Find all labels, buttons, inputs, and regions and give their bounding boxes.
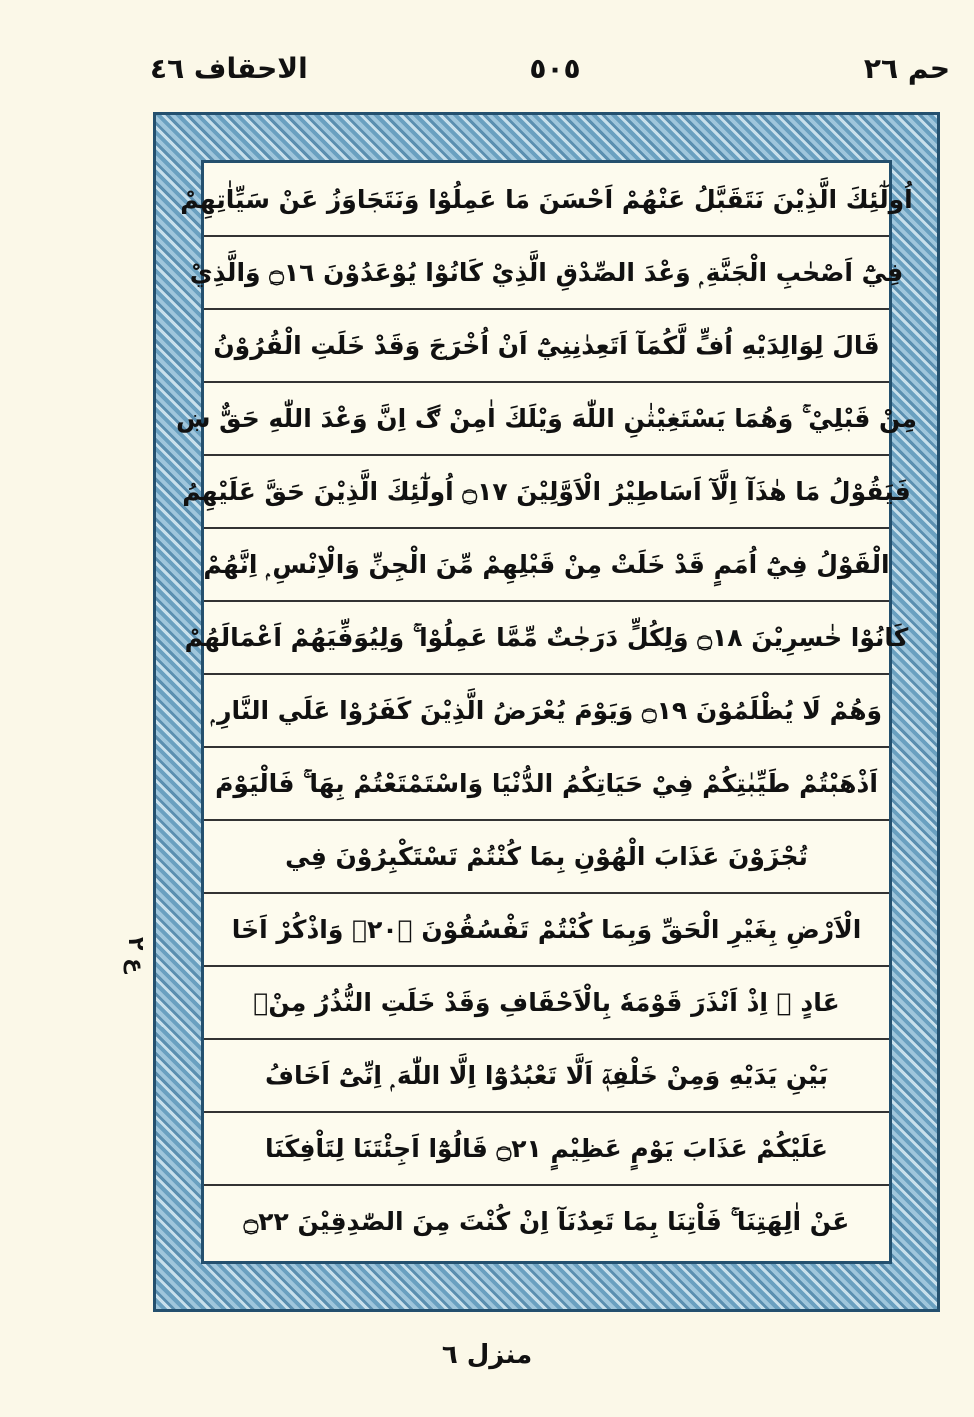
verse-line: فِيْٓ اَصْحٰبِ الْجَنَّةِ ۭ وَعْدَ الصِّدْقِ الَّذِيْ كَانُوْا يُوْعَدُوْنَ ۝١٦ وَالَّذِيْ — [189, 257, 904, 287]
verse-line: بَيْنِ يَدَيْهِ وَمِنْ خَلْفِهٖٓ اَلَّا تَعْبُدُوْٓا اِلَّا اللّٰهَ ۭ اِنِّىْٓ اَخَافُ — [264, 1060, 829, 1090]
verse-line: الْقَوْلُ فِيْٓ اُمَمٍ قَدْ خَلَتْ مِنْ قَبْلِهِمْ مِّنَ الْجِنِّ وَالْاِنْسِ ۭ اِنَّهُمْ — [203, 549, 890, 579]
verse-line: مِنْ قَبْلِيْ ۚ وَهُمَا يَسْتَغِيْثٰنِ اللّٰهَ وَيْلَكَ اٰمِنْ ڰ اِنَّ وَعْدَ اللّٰهِ حَقٌّ ښ — [175, 403, 918, 433]
verse-line: كَانُوْا خٰسِرِيْنَ ۝١٨ وَلِكُلٍّ دَرَجٰتٌ مِّمَّا عَمِلُوْا ۚ وَلِيُوَفِّيَهُمْ اَعْمَالَهُمْ — [184, 622, 909, 652]
page-number: ٥٠٥ — [529, 52, 581, 85]
decorative-border-frame — [153, 112, 940, 1312]
verse-line: قَالَ لِوَالِدَيْهِ اُفٍّ لَّكُمَآ اَتَعِدٰنِنِيْٓ اَنْ اُخْرَجَ وَقَدْ خَلَتِ الْقُرُوْنُ — [213, 331, 880, 360]
verse-line: اَذْهَبْتُمْ طَيِّبٰتِكُمْ فِيْ حَيَاتِكُمُ الدُّنْيَا وَاسْتَمْتَعْتُمْ بِهَا ۚ فَالْيَوْمَ — [215, 768, 878, 798]
verse-line: تُجْزَوْنَ عَذَابَ الْهُوْنِ بِمَا كُنْتُمْ تَسْتَكْبِرُوْنَ فِي — [285, 842, 808, 871]
verse-line: عَادٍ ۭ اِذْ اَنْذَرَ قَوْمَهٗ بِالْاَحْقَافِ وَقَدْ خَلَتِ النُّذُرُ مِنْۢ — [253, 988, 840, 1017]
verse-line: الْاَرْضِ بِغَيْرِ الْحَقِّ وَبِمَا كُنْتُمْ تَفْسُقُوْنَ ۝٢٠ۧ وَاذْكُرْ اَخَا — [231, 915, 862, 944]
manzil-footer: منزل ٦ — [441, 1340, 533, 1370]
surah-name-label: الاحقاف ٤٦ — [150, 52, 308, 85]
verse-line: اُولٰٓئِكَ الَّذِيْنَ نَتَقَبَّلُ عَنْهُمْ اَحْسَنَ مَا عَمِلُوْا وَنَتَجَاوَزُ عَنْ سَيِّاٰتِهِمْ — [180, 185, 913, 214]
page-header — [150, 52, 950, 102]
verse-line: عَلَيْكُمْ عَذَابَ يَوْمٍ عَظِيْمٍ ۝٢١ قَالُوْٓا اَجِئْتَنَا لِتَاْفِكَنَا — [264, 1134, 829, 1163]
verse-lines — [175, 163, 918, 1261]
verse-line: فَيَقُوْلُ مَا هٰذَآ اِلَّآ اَسَاطِيْرُ الْاَوَّلِيْنَ ۝١٧ اُولٰٓئِكَ الَّذِيْنَ حَقَّ عَلَيْهِمُ — [182, 477, 911, 506]
juz-label: حم ٢٦ — [863, 52, 950, 85]
verse-line: وَهُمْ لَا يُظْلَمُوْنَ ۝١٩ وَيَوْمَ يُعْرَضُ الَّذِيْنَ كَفَرُوْا عَلَي النَّارِ ۭ — [210, 695, 883, 725]
verse-line: عَنْ اٰلِهَتِنَا ۚ فَاْتِنَا بِمَا تَعِدُنَآ اِنْ كُنْتَ مِنَ الصّٰدِقِيْنَ ۝٢٢ — [243, 1206, 850, 1236]
ruku-marker: ع ٢ — [123, 936, 148, 974]
text-panel — [175, 160, 918, 1264]
